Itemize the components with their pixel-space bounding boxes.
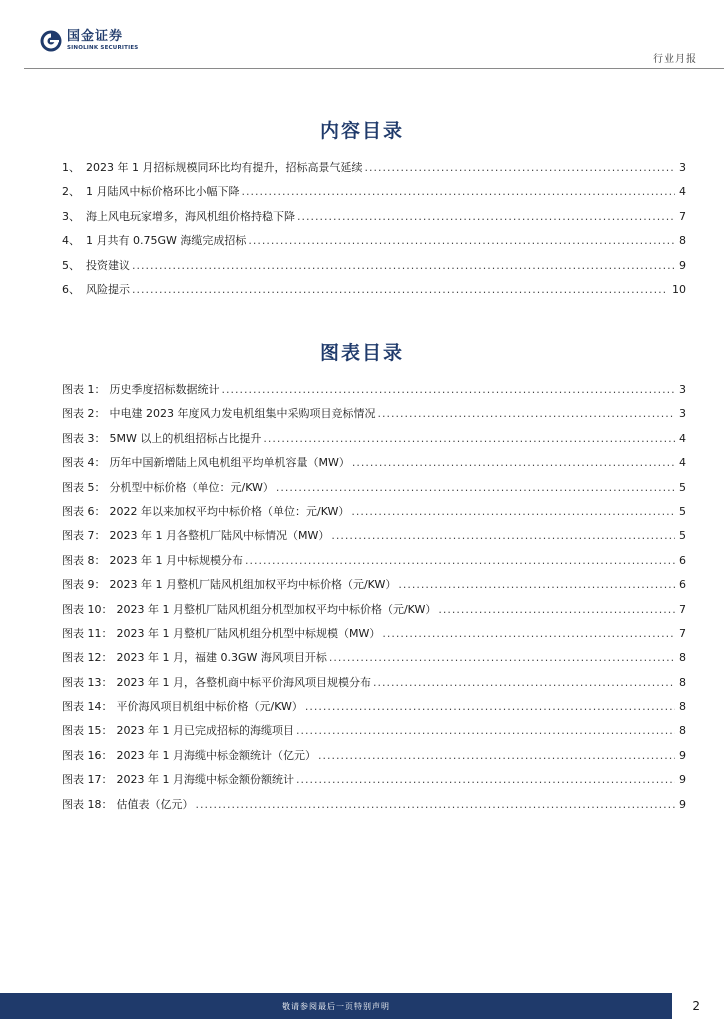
toc-entry-page: 9 (679, 773, 686, 787)
toc-leader-dots (438, 603, 675, 616)
toc-entry-title: 历史季度招标数据统计 (109, 383, 220, 396)
page-number: 2 (692, 999, 700, 1013)
toc-entry-number: 图表 14： (62, 700, 113, 714)
toc-leader-dots (351, 505, 675, 518)
toc-entry-title: 2023 年 1 月海缆中标金额份额统计 (116, 773, 294, 787)
toc-entry-title: 2023 年 1 月整机厂陆风机组分机型加权平均中标价格（元/KW） (116, 602, 437, 616)
toc-entry[interactable] (62, 674, 686, 698)
toc-entry-page: 8 (679, 234, 686, 248)
toc-entry-title: 海上风电玩家增多，海风机组价格持稳下降 (86, 209, 295, 223)
brand-logo (40, 30, 138, 52)
toc-entry-number: 图表 5： (62, 480, 106, 494)
toc-entry-page: 8 (679, 724, 686, 738)
toc-entry-number: 图表 2： (62, 407, 106, 421)
toc-entry[interactable] (62, 796, 686, 820)
toc-entry[interactable] (62, 159, 686, 183)
toc-entry-page: 7 (679, 209, 686, 223)
toc-entry[interactable] (62, 722, 686, 746)
toc-leader-dots (398, 578, 675, 591)
toc-entry[interactable] (62, 454, 686, 478)
toc-entry[interactable] (62, 698, 686, 722)
toc-leader-dots (382, 627, 675, 640)
toc-entry-page: 9 (679, 748, 686, 762)
toc-entry[interactable] (62, 183, 686, 207)
toc-entry-page: 3 (679, 161, 686, 174)
footer-disclaimer: 敬请参阅最后一页特别声明 (282, 1002, 390, 1011)
toc-entry-page: 10 (672, 282, 686, 296)
toc-entry-number: 图表 15： (62, 724, 113, 738)
toc-entry-number: 6、 (62, 282, 80, 296)
brand-name-cn: 国金证券 (67, 29, 124, 44)
toc-entry-page: 5 (679, 504, 686, 518)
toc-leader-dots (263, 432, 675, 445)
toc-leader-dots (352, 456, 675, 469)
toc-entry-title: 2023 年 1 月各整机厂陆风中标情况（MW） (109, 529, 330, 543)
toc-entry-title: 风险提示 (86, 282, 130, 296)
toc-entry[interactable] (62, 405, 686, 429)
toc-entry-page: 9 (679, 797, 686, 811)
report-type-label: 行业月报 (653, 54, 697, 65)
toc-entry-number: 图表 6： (62, 504, 106, 518)
toc-entry[interactable] (62, 381, 686, 405)
toc-entry-title: 历年中国新增陆上风电机组平均单机容量（MW） (109, 456, 350, 470)
toc-leader-dots (196, 798, 676, 811)
toc-entry[interactable] (62, 576, 686, 600)
toc-entry[interactable] (62, 601, 686, 625)
sinolink-logo-icon (40, 30, 62, 52)
toc-entry-number: 图表 13： (62, 675, 113, 689)
brand-name-en: SINOLINK SECURITIES (67, 45, 139, 51)
toc-entry-title: 投资建议 (86, 258, 130, 272)
toc-leader-dots (296, 724, 675, 737)
toc-entry-title: 2022 年以来加权平均中标价格（单位：元/KW） (109, 504, 350, 518)
toc-entry[interactable] (62, 527, 686, 551)
figures-list (62, 381, 686, 820)
toc-entry-title: 2023 年 1 月整机厂陆风机组分机型中标规模（MW） (116, 626, 381, 640)
toc-entry-number: 2、 (62, 185, 80, 199)
toc-entry-page: 5 (679, 529, 686, 543)
toc-leader-dots (329, 651, 675, 664)
toc-entry[interactable] (62, 430, 686, 454)
toc-leader-dots (248, 234, 675, 247)
toc-entry-title: 2023 年 1 月，福建 0.3GW 海风项目开标 (116, 651, 327, 665)
toc-entry-number: 图表 4： (62, 456, 106, 470)
toc-leader-dots (318, 749, 675, 762)
toc-leader-dots (245, 554, 675, 567)
toc-entry-title: 2023 年 1 月整机厂陆风机组加权平均中标价格（元/KW） (109, 578, 397, 592)
toc-entry-page: 8 (679, 675, 686, 689)
toc-entry-title: 2023 年 1 月招标规模同环比均有提升，招标高景气延续 (86, 161, 363, 174)
toc-leader-dots (132, 259, 675, 272)
toc-leader-dots (242, 185, 676, 198)
toc-entry-number: 图表 16： (62, 748, 113, 762)
toc-entry-page: 8 (679, 700, 686, 714)
toc-entry-page: 5 (679, 480, 686, 494)
toc-leader-dots (364, 161, 675, 174)
toc-entry-page: 7 (679, 602, 686, 616)
toc-entry-number: 图表 7： (62, 529, 106, 543)
toc-entry-page: 6 (679, 578, 686, 592)
toc-entry-number: 图表 12： (62, 651, 113, 665)
toc-leader-dots (296, 773, 675, 786)
toc-entry[interactable] (62, 552, 686, 576)
toc-entry-number: 4、 (62, 234, 80, 248)
toc-entry-number: 图表 9： (62, 578, 106, 592)
toc-entry-page: 3 (679, 407, 686, 421)
toc-entry-page: 4 (679, 431, 686, 445)
toc-entry-page: 8 (679, 651, 686, 665)
toc-entry-title: 2023 年 1 月，各整机商中标平价海风项目规模分布 (116, 675, 371, 689)
toc-entry[interactable] (62, 232, 686, 256)
toc-entry-page: 4 (679, 456, 686, 470)
toc-entry-title: 平价海风项目机组中标价格（元/KW） (116, 700, 303, 714)
toc-entry-title: 2023 年 1 月海缆中标金额统计（亿元） (116, 748, 316, 762)
toc-leader-dots (305, 700, 675, 713)
figures-title: 图表目录 (319, 342, 404, 364)
toc-entry-title: 估值表（亿元） (116, 797, 194, 811)
toc-leader-dots (297, 210, 675, 223)
toc-entry-number: 图表 10： (62, 602, 113, 616)
toc-entry-number: 1、 (62, 161, 80, 174)
toc-entry-number: 3、 (62, 209, 80, 223)
toc-leader-dots (276, 481, 675, 494)
toc-entry-title: 中电建 2023 年度风力发电机组集中采购项目竞标情况 (109, 407, 376, 421)
toc-leader-dots (378, 407, 676, 420)
page-header (0, 0, 724, 70)
toc-entry-page: 4 (679, 185, 686, 199)
toc-entry-page: 9 (679, 258, 686, 272)
contents-list (62, 159, 686, 305)
header-divider (24, 68, 724, 69)
toc-leader-dots (331, 529, 675, 542)
toc-entry[interactable] (62, 257, 686, 281)
toc-entry-title: 5MW 以上的机组招标占比提升 (109, 431, 262, 445)
toc-entry[interactable] (62, 649, 686, 673)
toc-entry-number: 图表 11： (62, 626, 113, 640)
toc-entry-number: 图表 1： (62, 383, 106, 396)
toc-entry-title: 1 月陆风中标价格环比小幅下降 (86, 185, 240, 199)
toc-entry[interactable] (62, 208, 686, 232)
toc-entry-number: 图表 3： (62, 431, 106, 445)
toc-entry-title: 2023 年 1 月中标规模分布 (109, 553, 243, 567)
toc-entry[interactable] (62, 503, 686, 527)
toc-entry-title: 分机型中标价格（单位：元/KW） (109, 480, 274, 494)
toc-entry[interactable] (62, 771, 686, 795)
toc-entry[interactable] (62, 625, 686, 649)
toc-entry[interactable] (62, 281, 686, 305)
toc-entry-title: 2023 年 1 月已完成招标的海缆项目 (116, 724, 294, 738)
toc-entry-page: 3 (679, 383, 686, 396)
toc-entry-number: 图表 17： (62, 773, 113, 787)
toc-entry[interactable] (62, 479, 686, 503)
toc-entry[interactable] (62, 747, 686, 771)
toc-leader-dots (132, 283, 668, 296)
toc-leader-dots (373, 676, 675, 689)
toc-leader-dots (222, 383, 676, 396)
toc-entry-page: 6 (679, 553, 686, 567)
contents-title: 内容目录 (319, 120, 404, 142)
toc-entry-number: 图表 8： (62, 553, 106, 567)
toc-entry-number: 5、 (62, 258, 80, 272)
toc-entry-title: 1 月共有 0.75GW 海缆完成招标 (86, 234, 247, 248)
toc-entry-page: 7 (679, 626, 686, 640)
toc-entry-number: 图表 18： (62, 797, 113, 811)
